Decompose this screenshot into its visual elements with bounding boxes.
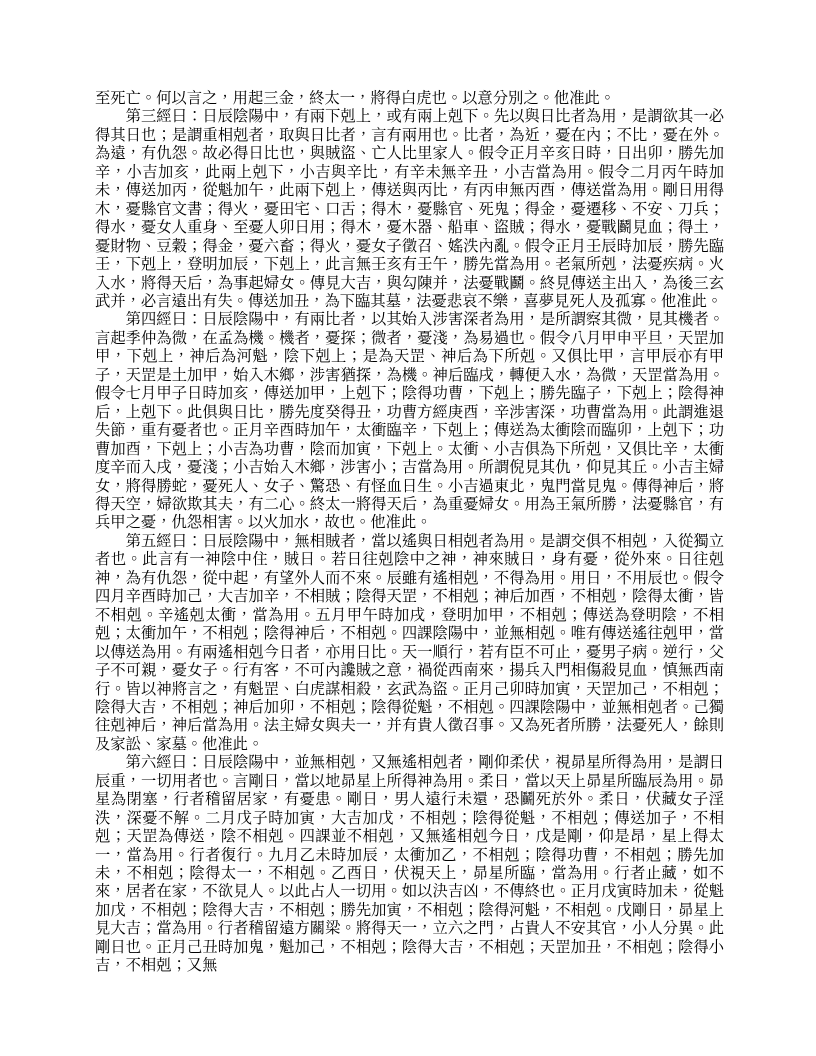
paragraph-fifth-classic: 第五經曰：日辰陰陽中，無相賊者，當以遙與日相剋者為用。是謂交俱不相剋，入從獨立者也。此言有一神陰中住，賊日。若日往剋陰中之神，神來賊日，身有憂，從外來。日往剋神，為有仇怨，從中起，有望外人而不來。辰雖有遙相剋，不得為用。用日，不用辰也。假令四月辛酉時加己，大吉加辛，不相賊；陰得天罡，不相剋；神后加酉，不相剋，陰得太衝，皆不相剋。辛遙剋太衝，當為用。五月甲午時加戌，登明加甲，不相剋；傳送為登明陰，不相剋；太衝加午，不相剋；陰得神后，不相剋。四課陰陽中，並無相剋。唯有傳送遙往剋甲，當以傳送為用。有兩遙相剋今日者，亦用日比。天一順行，若有臣不可止，憂男子病。逆行，父子不可親，憂女子。行有客，不可內讒賊之意，禍從西南來，揚兵入門相傷殺見血，慎無西南行。皆以神將言之，有魁罡、白虎謀相殺，玄武為盜。正月己卯時加寅，天罡加己，不相剋；陰得大吉，不相剋；神后加卯，不相剋；陰得從魁，不相剋。四課陰陽中，並無相剋者。己獨往剋神后，神后當為用。法主婦女與夫一，并有貴人徵召事。又為死者所勝，法憂死人，餘則及家訟、家墓。他准此。	[95, 531, 724, 753]
paragraph-sixth-classic: 第六經曰：日辰陰陽中，並無相剋，又無遙相剋者，剛仰柔伏，視昴星所得為用，是謂日辰重，一切用者也。言剛日，當以地昴星上所得神為用。柔日，當以天上昴星所臨辰為用。昴星為閉塞，行者稽留居家，有憂患。剛日，男人遠行未還，恐鬭死於外。柔日，伏藏女子淫泆，深憂不解。二月戊子時加寅，大吉加戊，不相剋；陰得從魁，不相剋；傳送加子，不相剋；天罡為傳送，陰不相剋。四課並不相剋，又無遙相剋今日，戊是剛，仰是昂，星上得太一，當為用。行者復行。九月乙未時加辰，太衝加乙，不相剋；陰得功曹，不相剋；勝先加未，不相剋；陰得太一，不相剋。乙酉日，伏視天上，昴星所臨，當為用。行者止藏，如不來，居者在家，不欲見人。以此占人一切用。如以決吉凶，不傳終也。正月戊寅時加未，從魁加戊，不相剋；陰得大吉，不相剋；勝先加寅，不相剋；陰得河魁，不相剋。戊剛日，昴星上見大吉；當為用。行者稽留遠方關梁。將得天一，立六之門，占貴人不安其官，小人分異。此剛日也。正月己丑時加鬼，魁加己，不相剋；陰得大吉，不相剋；天罡加丑，不相剋；陰得小吉，不相剋；又無	[95, 753, 724, 975]
paragraph-continuation: 至死亡。何以言之，用起三金，終太一，將得白虎也。以意分別之。他准此。	[95, 89, 616, 107]
text-block	[95, 89, 724, 975]
paragraph-third-classic: 第三經曰：日辰陰陽中，有兩下剋上，或有兩上剋下。先以與日比者為用，是謂欲其一必得其日也；是謂重相剋者，取與日比者，言有兩用也。比者，為近，憂在內；不比，憂在外。為遠，有仇怨。故必得日比也，與賊盜、亡人比里家人。假令正月辛亥日時，日出卯，勝先加辛，小吉加亥，此兩上剋下，小吉與辛比，有辛未無辛丑，小吉當為用。假令二月丙午時加未，傳送加丙，從魁加午，此兩下剋上，傳送與丙比，有丙申無丙酉，傳送當為用。剛日用得木，憂縣官文書；得火，憂田宅、口舌；得木，憂縣官、死鬼；得金，憂遷移、不安、刀兵；得水，憂女人重身、至憂人卯日用；得木，憂木器、船車、盜賊；得水，憂戰鬬見血；得土，憂財物、豆穀；得金，憂六畜；得火，憂女子徵召、媱泆內亂。假令正月壬辰時加辰，勝先臨壬，下剋上，登明加辰，下剋上，此言無壬亥有壬午，勝先當為用。老氣所剋，法憂疾病。火入水，將得天后，為事起婦女。傳見大吉，與勾陳并，法憂戰鬬。終見傳送主出入，為後三玄武并，必言遠出有失。傳送加丑，為下臨其墓，法憂悲哀不樂，喜夢見死人及孤寡。他准此。	[95, 107, 724, 310]
paragraph-fourth-classic: 第四經曰：日辰陰陽中，有兩比者，以其始入涉害深者為用，是所謂察其微，見其機者。言起季仲為微，在孟為機。機者，憂探；微者，憂淺，為易過也。假令八月甲申平旦，天罡加甲，下剋上，神后為河魁，陰下剋上；是為天罡、神后為下所剋。又俱比甲，言甲辰亦有甲子，天罡是土加甲，始入木鄉，涉害猶探，為機。神后臨戌，轉便入水，為微，天罡當為用。假令七月甲子日時加亥，傳送加甲，上剋下；陰得功曹，下剋上；勝先臨子，下剋上；陰得神后，上剋下。此俱與日比，勝先度癸得丑，功曹方經庚酉，辛涉害深，功曹當為用。此謂進退失節，重有憂者也。正月辛酉時加午，太衝臨辛，下剋上；傳送為太衝陰而臨卯，上剋下；功曹加酉，下剋上；小吉為功曹，陰而加寅，下剋上。太衝、小吉俱為下所剋，又俱比辛，太衝度辛而入戌，憂淺；小吉始入木鄉，涉害小；吉當為用。所謂倪見其仇，仰見其丘。小吉主婦女，將得勝蛇，憂死人、女子、驚恐、有怪血日生。小吉過東北，鬼門當見鬼。傳得神后，將得天空，婦欲欺其夫，有二心。終太一將得天后，為重憂婦女。用為王氣所勝，法憂縣官，有兵甲之憂，仇怨相害。以火加水，故也。他准此。	[95, 310, 724, 532]
